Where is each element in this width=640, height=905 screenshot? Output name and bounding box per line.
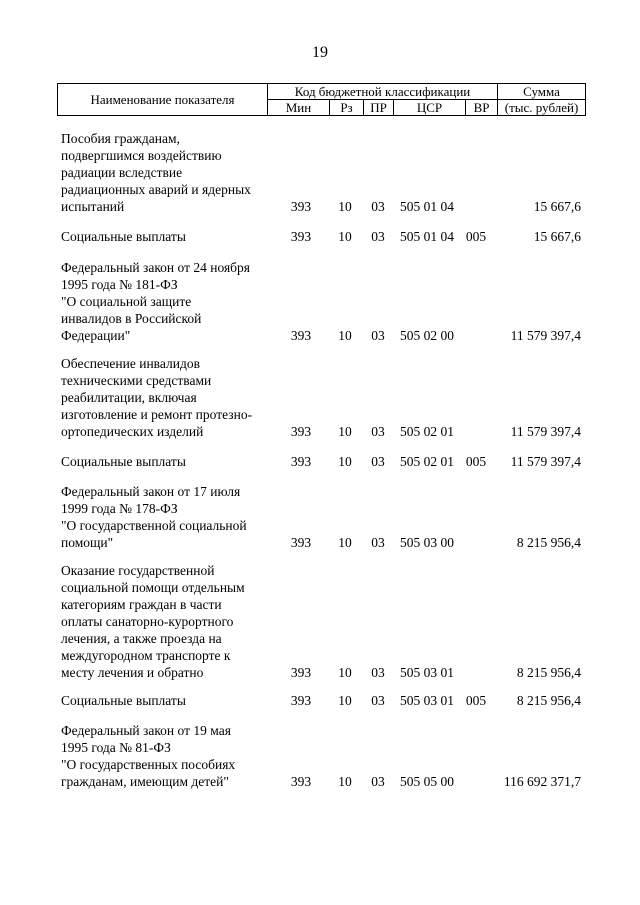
header-csr: ЦСР xyxy=(394,100,466,116)
row-sum: 11 579 397,4 xyxy=(510,454,581,469)
row-rz: 10 xyxy=(338,199,352,214)
row-pr: 03 xyxy=(371,535,385,550)
row-pr: 03 xyxy=(371,229,385,244)
row-name: Пособия гражданам, подвергшимся воздействию радиации вследствие радиационных аварий и ядерных испытаний xyxy=(61,131,251,214)
row-rz: 10 xyxy=(338,693,352,708)
row-name: Социальные выплаты xyxy=(61,454,186,469)
table-row xyxy=(0,483,640,551)
header-rz: Рз xyxy=(330,100,364,116)
row-min: 393 xyxy=(290,774,312,789)
row-min: 393 xyxy=(290,229,312,244)
row-pr: 03 xyxy=(371,424,385,439)
row-min: 393 xyxy=(290,424,312,439)
table-row xyxy=(0,562,640,681)
row-vr: 005 xyxy=(465,229,487,244)
row-pr: 03 xyxy=(371,199,385,214)
row-csr: 505 02 01 xyxy=(400,454,454,469)
table-row xyxy=(0,453,640,470)
header-pr: ПР xyxy=(364,100,394,116)
row-name: Социальные выплаты xyxy=(61,693,186,708)
row-name: Федеральный закон от 24 ноября 1995 года № 181-ФЗ "О социальной защите инвалидов в Российской Федерации" xyxy=(61,260,251,343)
row-min: 393 xyxy=(290,535,312,550)
table-row xyxy=(0,130,640,215)
row-sum: 8 215 956,4 xyxy=(516,535,581,550)
row-vr: 005 xyxy=(465,693,487,708)
row-min: 393 xyxy=(290,199,312,214)
row-rz: 10 xyxy=(338,328,352,343)
header-vr: ВР xyxy=(466,100,498,116)
row-name: Оказание государственной социальной помощи отдельным категориям граждан в части оплаты санаторно-курортного лечения, а также проезда на междугородном транспорте к месту лечения и обратно xyxy=(61,563,245,680)
header-sum-line2: (тыс. рублей) xyxy=(498,100,586,116)
row-pr: 03 xyxy=(371,665,385,680)
row-name: Обеспечение инвалидов техническими средствами реабилитации, включая изготовление и ремонт протезно- ортопедических изделий xyxy=(61,356,253,439)
row-rz: 10 xyxy=(338,424,352,439)
row-csr: 505 03 01 xyxy=(400,693,454,708)
row-csr: 505 03 00 xyxy=(400,535,454,550)
row-min: 393 xyxy=(290,665,312,680)
row-rz: 10 xyxy=(338,229,352,244)
row-rz: 10 xyxy=(338,454,352,469)
header-min: Мин xyxy=(268,100,330,116)
table-header xyxy=(57,83,586,116)
table-row xyxy=(0,355,640,440)
row-sum: 11 579 397,4 xyxy=(510,328,581,343)
row-csr: 505 01 04 xyxy=(400,229,454,244)
table-row xyxy=(0,692,640,709)
row-sum: 15 667,6 xyxy=(533,199,581,214)
table-row xyxy=(0,722,640,790)
row-sum: 116 692 371,7 xyxy=(503,774,581,789)
row-csr: 505 01 04 xyxy=(400,199,454,214)
row-name: Федеральный закон от 17 июля 1999 года № 178-ФЗ "О государственной социальной помощи" xyxy=(61,484,247,550)
table-row xyxy=(0,259,640,344)
row-vr: 005 xyxy=(465,454,487,469)
header-sum-line1: Сумма xyxy=(498,84,586,100)
page-number: 19 xyxy=(312,44,328,61)
row-sum: 15 667,6 xyxy=(533,229,581,244)
row-sum: 8 215 956,4 xyxy=(516,693,581,708)
row-csr: 505 05 00 xyxy=(400,774,454,789)
header-code-group: Код бюджетной классификации xyxy=(268,84,498,100)
row-pr: 03 xyxy=(371,328,385,343)
row-name: Федеральный закон от 19 мая 1995 года № 81-ФЗ "О государственных пособиях гражданам, имеющим детей" xyxy=(61,723,236,789)
row-min: 393 xyxy=(290,328,312,343)
table-row xyxy=(0,228,640,245)
row-csr: 505 02 01 xyxy=(400,424,454,439)
row-min: 393 xyxy=(290,454,312,469)
row-pr: 03 xyxy=(371,454,385,469)
row-sum: 11 579 397,4 xyxy=(510,424,581,439)
row-min: 393 xyxy=(290,693,312,708)
row-csr: 505 03 01 xyxy=(400,665,454,680)
row-rz: 10 xyxy=(338,535,352,550)
row-rz: 10 xyxy=(338,774,352,789)
row-rz: 10 xyxy=(338,665,352,680)
row-pr: 03 xyxy=(371,693,385,708)
row-csr: 505 02 00 xyxy=(400,328,454,343)
header-name-column: Наименование показателя xyxy=(58,84,268,116)
row-name: Социальные выплаты xyxy=(61,229,186,244)
row-pr: 03 xyxy=(371,774,385,789)
row-sum: 8 215 956,4 xyxy=(516,665,581,680)
